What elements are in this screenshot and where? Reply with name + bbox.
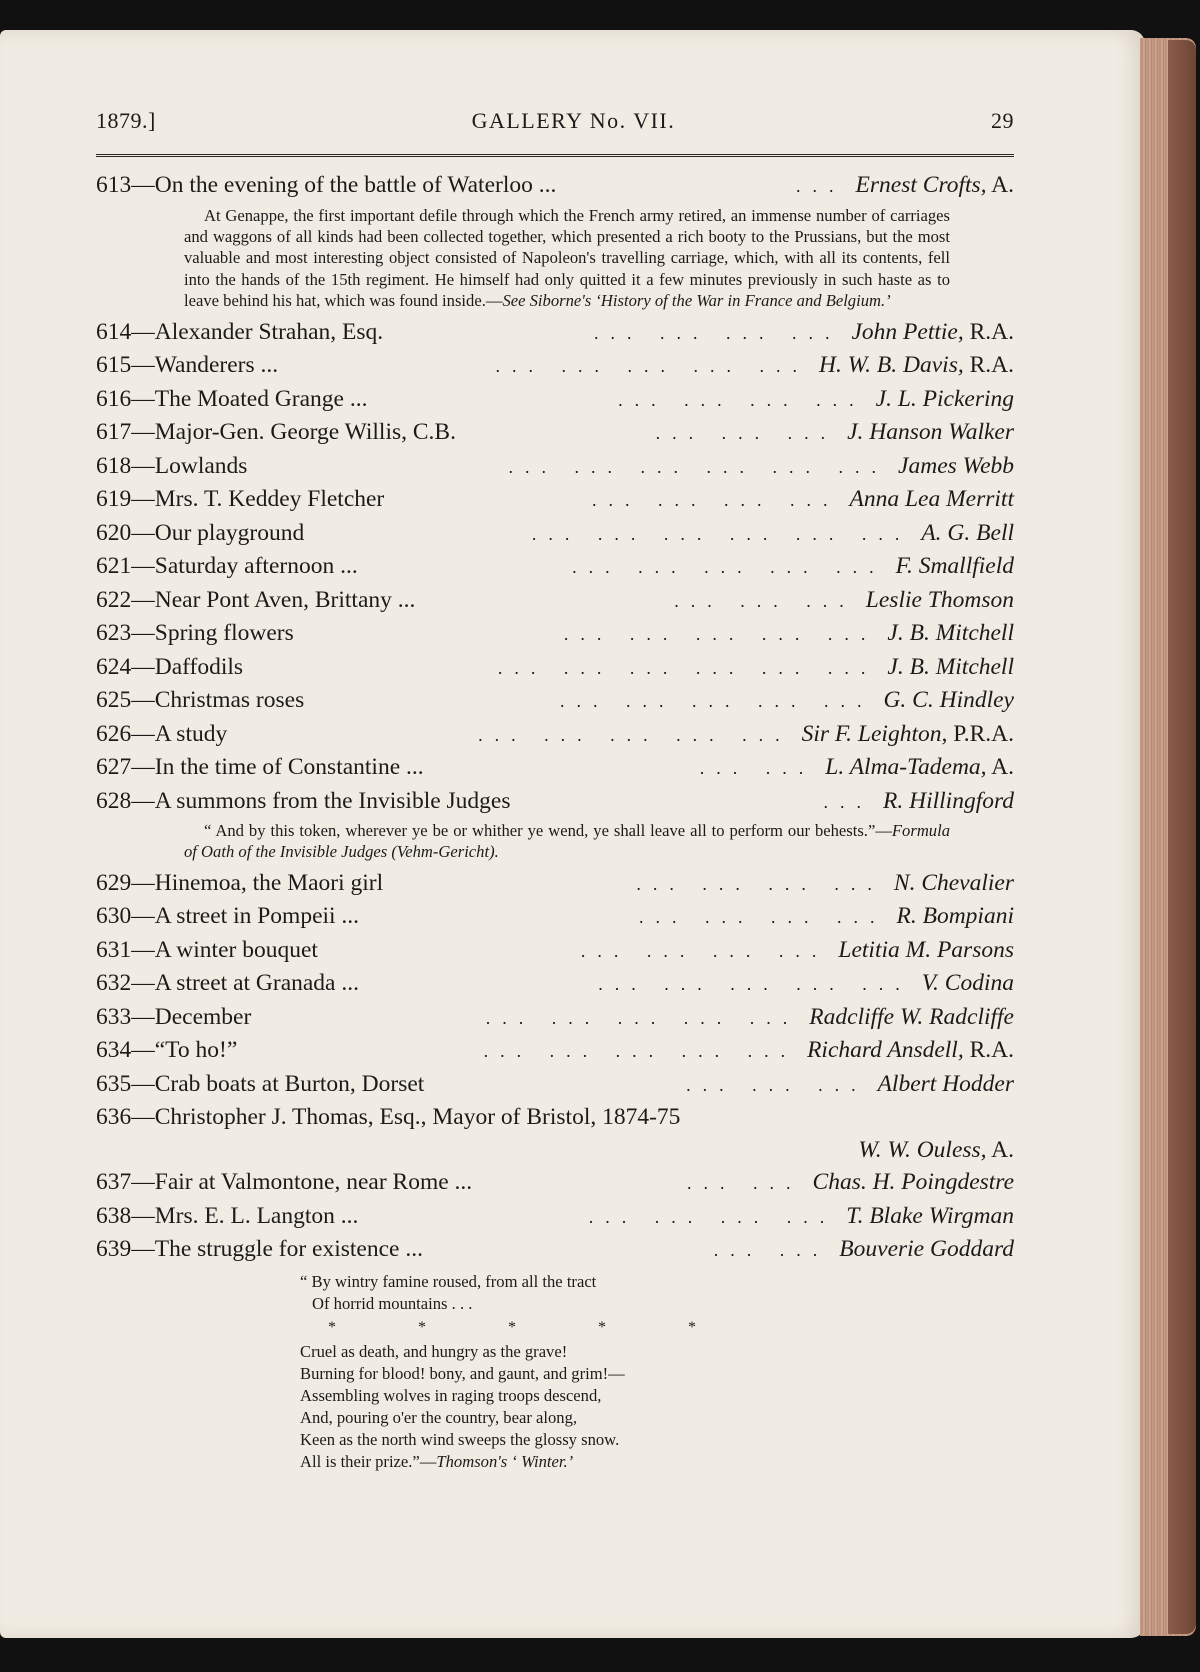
catalogue-entry [96,785,1014,819]
entry-artist [825,751,1014,784]
entry-number: 637 [96,1169,132,1196]
leader-dots: ... ... ... ... ... [478,724,792,745]
entry-number: 614 [96,318,132,345]
entry-artist [847,416,1014,449]
entry-artist [887,617,1014,650]
entry-number: 625 [96,687,132,714]
catalogue-entry [96,900,1014,934]
artist-name: F. Smallfield [895,553,1014,580]
entry-title: —A winter bouquet [131,936,318,963]
star-mark: * [508,1318,516,1336]
entry-artist [896,550,1014,583]
artist-name: Anna Lea Merritt [849,486,1014,513]
catalogue-entry [96,1233,1014,1267]
leader-dots: ... ... ... ... ... [483,1041,798,1062]
leader-dots: ... ... ... [655,423,838,444]
star-mark: * [598,1318,606,1336]
entry-title-text: Hinemoa, the Maori girl [154,869,384,896]
entry-title: —The struggle for existence ... [131,1236,423,1263]
catalogue-entry [96,550,1014,584]
entry-title: —Crab boats at Burton, Dorset [131,1070,425,1097]
entry-title-text: Crab boats at Burton, Dorset [154,1070,425,1097]
entry-number: 621 [96,553,132,580]
book-cover-edge [1168,40,1196,1634]
entry-number: 633 [96,1003,132,1030]
description-source: Formula of Oath of the Invisible Judges [184,821,950,862]
entry-artist [846,1200,1014,1233]
catalogue-list [96,169,1014,1473]
leader-dots: ... ... ... ... ... [485,1007,800,1028]
entry-number: 617 [96,419,132,446]
artist-rank: P.R.A. [947,720,1014,747]
entry-title-text: December [154,1003,252,1030]
artist-name: J. L. Pickering [875,385,1014,412]
entry-description [96,820,1014,863]
entry-title-text: On the evening of the battle of Waterloo ... [154,172,557,198]
verse-line: Assembling wolves in raging troops descend, [300,1385,602,1405]
catalogue-entry [96,867,1014,901]
entry-title-text: Near Pont Aven, Brittany ... [154,586,416,613]
leader-dots: ... ... ... ... ... ... [531,523,912,544]
entry-artist [809,1001,1014,1034]
catalogue-entry [96,316,1014,350]
verse-line-text: All is their prize.”— [300,1451,437,1471]
catalogue-entry [96,651,1014,685]
entry-title: —December [131,1003,252,1030]
entry-title-text: Wanderers ... [154,352,279,379]
entry-title: —Daffodils [131,653,244,680]
entry-artist [839,1233,1014,1266]
entry-number: 626 [96,720,132,747]
description-text: “ And by this token, wherever ye be or whither ye wend, ye shall leave all to perform our behests.”— [204,821,892,841]
entry-title: —A street in Pompeii ... [131,903,360,930]
artist-rank: A. [986,754,1014,781]
entry-number: 627 [96,754,132,781]
entry-artist [813,1166,1014,1199]
entry-number: 622 [96,586,132,613]
entry-title: —Saturday afternoon ... [131,553,358,580]
verse-quotation [96,1271,1014,1315]
artist-name: V. Codina [921,970,1014,997]
leader-dots: ... ... ... ... [593,322,842,343]
leader-dots: ... ... ... ... ... ... [497,657,878,678]
leader-dots: ... ... ... ... ... [598,974,912,995]
artist-name: James Webb [898,452,1014,479]
entry-title-text: Alexander Strahan, Esq. [154,318,384,345]
verse-line: And, pouring o'er the country, bear along, [300,1407,578,1427]
entry-title: —Major-Gen. George Willis, C.B. [131,419,456,446]
entry-artist [883,785,1014,818]
page-number: 29 [990,108,1014,133]
catalogue-entry [96,967,1014,1001]
verse-line: Of horrid mountains . . . [312,1293,473,1313]
artist-rank: R.A. [963,318,1014,345]
star-mark: * [418,1318,426,1336]
leader-dots: ... ... ... ... [636,873,884,894]
entry-description [96,205,1014,312]
entry-title: —Lowlands [131,452,248,479]
entry-number: 623 [96,620,132,647]
artist-name: J. Hanson Walker [847,419,1014,446]
artist-rank: A. [986,1136,1014,1163]
verse-line: Keen as the north wind sweeps the glossy snow. [300,1429,620,1449]
entry-title-text: A street at Granada ... [154,970,359,997]
leader-dots: ... ... ... ... [580,940,829,961]
artist-rank: R.A. [963,1037,1014,1064]
description-source: See Siborne's ‘History of the War in France and Belgium.’ [502,291,891,311]
catalogue-entry [96,1068,1014,1102]
description-source-paren: (Vehm-Gericht). [391,842,499,862]
entry-number: 618 [96,452,132,479]
entry-number: 632 [96,970,132,997]
artist-name: R. Bompiani [896,903,1014,930]
entry-artist [802,718,1014,751]
entry-title-text: A study [154,720,228,747]
artist-name: Albert Hodder [877,1070,1014,1097]
leader-dots: ... ... ... ... ... [572,557,886,578]
artist-name: T. Blake Wirgman [846,1202,1014,1229]
entry-title: —Christopher J. Thomas, Esq., Mayor of Bristol, 1874-75 [131,1104,681,1131]
entry-title: —Wanderers ... [131,352,279,379]
entry-artist [887,651,1014,684]
verse-line: “ By wintry famine roused, from all the tract [300,1271,597,1291]
entry-title: —Spring flowers [131,620,294,647]
artist-name: Letitia M. Parsons [838,936,1014,963]
entry-artist [851,316,1014,349]
catalogue-entry [96,1101,1014,1134]
leader-dots: ... ... ... ... [592,490,840,511]
leader-dots: ... ... [687,1173,803,1194]
entry-artist [897,900,1015,933]
entry-title-text: Daffodils [154,653,244,680]
catalogue-entry [96,1200,1014,1234]
catalogue-entry [96,718,1014,752]
leader-dots: ... ... [713,1240,830,1261]
entry-title-text: A summons from the Invisible Judges [154,787,511,814]
header-year: 1879.] [96,108,156,133]
entry-title: —Alexander Strahan, Esq. [131,318,384,345]
entry-title: —Near Pont Aven, Brittany ... [131,586,416,613]
entry-title: —A summons from the Invisible Judges [131,787,511,814]
leader-dots: ... ... ... ... ... [559,691,874,712]
entry-title: —Our playground [131,519,305,546]
artist-name: Richard Ansdell, [807,1037,964,1064]
entry-artist [878,1068,1014,1101]
entry-number: 635 [96,1070,132,1097]
catalogue-entry [96,584,1014,618]
entry-artist [883,684,1014,717]
entry-title: —Hinemoa, the Maori girl [131,869,384,896]
entry-title-text: Mrs. T. Keddey Fletcher [154,486,385,513]
entry-title: —Mrs. E. L. Langton ... [131,1202,359,1229]
artist-name: J. B. Mitchell [887,653,1014,680]
entry-number: 628 [96,787,132,814]
entry-artist [921,517,1014,550]
artist-name: Sir F. Leighton, [801,720,948,747]
artist-name: Ernest Crofts, [855,172,987,198]
entry-title-text: The Moated Grange ... [154,385,368,412]
entry-title-text: Christmas roses [154,687,305,714]
catalogue-entry [96,450,1014,484]
entry-number: 639 [96,1236,132,1263]
entry-number: 630 [96,903,132,930]
verse-line: Burning for blood! bony, and gaunt, and grim!— [300,1363,625,1383]
leader-dots: ... ... ... ... ... ... [508,456,889,477]
artist-name: N. Chevalier [893,869,1014,896]
entry-title: —Mrs. T. Keddey Fletcher [131,486,385,513]
entry-artist [894,867,1014,900]
catalogue-entry [96,483,1014,517]
entry-number: 616 [96,385,132,412]
entry-number: 615 [96,352,132,379]
entry-title-text: A street in Pompeii ... [154,903,360,930]
verse-attribution: Thomson's ‘ Winter.’ [436,1451,574,1471]
header-title: GALLERY No. VII. [471,108,676,133]
catalogue-entry [96,416,1014,450]
entry-title: —On the evening of the battle of Waterloo ... [131,172,557,198]
leader-dots: ... [823,791,873,812]
entry-title-text: Major-Gen. George Willis, C.B. [154,419,456,446]
entry-artist [807,1034,1014,1067]
entry-title-text: Christopher J. Thomas, Esq., Mayor of Bristol, 1874-75 [154,1104,681,1131]
verse-last-line [300,1451,1014,1473]
entry-artist [856,169,1014,202]
entry-title-text: Fair at Valmontone, near Rome ... [154,1169,473,1196]
entry-title: —Fair at Valmontone, near Rome ... [131,1169,473,1196]
entry-title-text: In the time of Constantine ... [154,754,424,781]
catalogue-entry [96,751,1014,785]
entry-title-text: Our playground [154,519,305,546]
entry-title: —Christmas roses [131,687,305,714]
artist-name: John Pettie, [851,318,964,345]
catalogue-entry [96,934,1014,968]
artist-name: Bouverie Goddard [839,1236,1014,1263]
description-text: At Genappe, the first important defile through which the French army retired, an immense number of carriages and waggons of all kinds had been collected together, which presented a rich booty to the Prussians, but the most valuable and most interesting object consisted of Napoleon's travelling carriage, which, with all its contents, fell into the hands of the 15th regiment. He himself had only quitted it a few minutes previously in such haste as to leave behind his hat, which was found inside.— [184,205,950,311]
artist-name: A. G. Bell [921,519,1014,546]
entry-artist-continued [96,1134,1014,1167]
entry-number: 624 [96,653,132,680]
entry-title-text: A winter bouquet [154,936,318,963]
catalogue-entry [96,169,1014,203]
star-mark: * [328,1318,336,1336]
artist-name: H. W. B. Davis, [819,352,964,379]
entry-artist [838,934,1014,967]
artist-name: Leslie Thomson [865,586,1014,613]
entry-title-text: Spring flowers [154,620,294,647]
entry-number: 631 [96,936,132,963]
entry-artist [819,349,1014,382]
artist-name: L. Alma-Tadema, [825,754,987,781]
entry-number: 613 [96,172,132,198]
entry-title-text: The struggle for existence ... [154,1236,423,1263]
artist-name: Radcliffe W. Radcliffe [809,1003,1014,1030]
catalogue-entry [96,517,1014,551]
leader-dots: ... ... ... ... ... [495,356,810,377]
leader-dots: ... ... ... ... [618,389,866,410]
catalogue-entry [96,383,1014,417]
catalogue-entry [96,1001,1014,1035]
leader-dots: ... [796,176,846,196]
entry-title: —The Moated Grange ... [131,385,368,412]
artist-name: G. C. Hindley [883,687,1014,714]
artist-name: Chas. H. Poingdestre [812,1169,1014,1196]
artist-rank: A. [986,172,1014,198]
artist-rank: R.A. [963,352,1014,379]
ellipsis-stars [96,1319,1014,1337]
entry-title: —In the time of Constantine ... [131,754,424,781]
catalogue-entry [96,684,1014,718]
page-content [96,108,1014,1473]
entry-title: —A study [131,720,228,747]
leader-dots: ... ... ... [674,590,856,611]
artist-name: W. W. Ouless, [858,1136,987,1163]
entry-number: 634 [96,1037,132,1064]
entry-number: 636 [96,1104,132,1131]
entry-title-text: Saturday afternoon ... [154,553,358,580]
leader-dots: ... ... [699,758,816,779]
running-header [96,108,1014,148]
catalogue-entry [96,1166,1014,1200]
entry-title-text: “To ho!” [154,1037,238,1064]
leader-dots: ... ... ... ... [639,907,887,928]
entry-artist [898,450,1014,483]
catalogue-entry [96,1034,1014,1068]
entry-artist [866,584,1014,617]
entry-artist [876,383,1014,416]
leader-dots: ... ... ... [686,1074,868,1095]
leader-dots: ... ... ... ... [588,1206,837,1227]
star-mark: * [688,1318,696,1336]
entry-number: 620 [96,519,132,546]
artist-name: R. Hillingford [883,787,1014,814]
leader-dots: ... ... ... ... ... [563,624,878,645]
entry-number: 638 [96,1202,132,1229]
verse-line: Cruel as death, and hungry as the grave! [300,1341,568,1361]
header-rule [96,154,1014,159]
entry-title: —“To ho!” [131,1037,238,1064]
entry-title: —A street at Granada ... [131,970,359,997]
catalogue-entry [96,617,1014,651]
artist-name: J. B. Mitchell [887,620,1014,647]
entry-number: 629 [96,869,132,896]
entry-number: 619 [96,486,132,513]
entry-artist [850,483,1015,516]
entry-title-text: Mrs. E. L. Langton ... [154,1202,359,1229]
verse-quotation-continued [96,1341,1014,1473]
entry-artist [922,967,1014,1000]
catalogue-entry [96,349,1014,383]
entry-title-text: Lowlands [154,452,248,479]
